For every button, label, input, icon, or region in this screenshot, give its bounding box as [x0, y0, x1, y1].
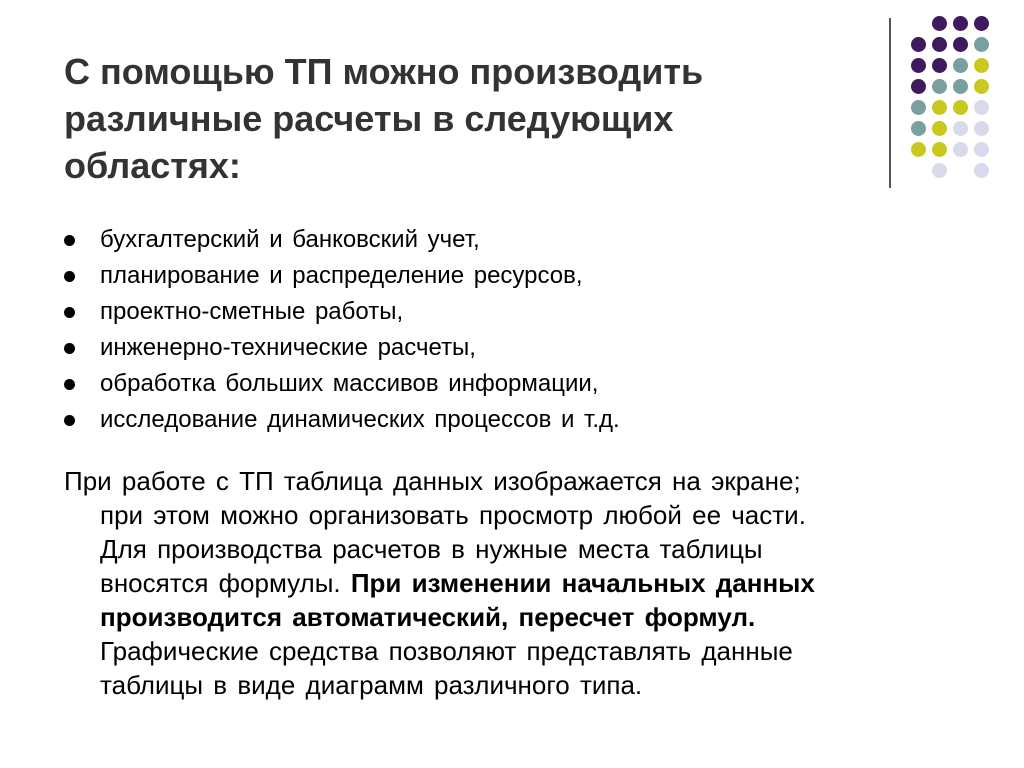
paragraph-text: вносятся формулы. — [100, 568, 351, 598]
title-line-3: областях: — [64, 145, 241, 186]
decor-dot-icon — [953, 37, 968, 52]
decor-dot-icon — [953, 100, 968, 115]
paragraph-bold-text: При изменении начальных данных — [350, 568, 815, 598]
bullet-dot-icon — [64, 235, 75, 246]
decor-dot-icon — [953, 16, 968, 31]
bullet-item — [64, 258, 964, 294]
decor-dot-icon — [974, 163, 989, 178]
decor-dot-icon — [911, 100, 926, 115]
decor-dot-icon — [911, 79, 926, 94]
decor-dot-icon — [932, 100, 947, 115]
decor-dot-icon — [932, 163, 947, 178]
bullet-item — [64, 222, 964, 258]
bullet-item — [64, 366, 964, 402]
bullet-text: проектно-сметные работы, — [100, 298, 404, 325]
decor-dot-icon — [974, 142, 989, 157]
paragraph-line-6: Графические средства позволяют представлять данные — [100, 636, 793, 666]
decor-dot-icon — [932, 37, 947, 52]
bullet-dot-icon — [64, 415, 75, 426]
decor-dot-icon — [932, 121, 947, 136]
bullet-text: инженерно-технические расчеты, — [100, 334, 476, 361]
decor-dot-icon — [911, 37, 926, 52]
decor-dot-icon — [932, 79, 947, 94]
paragraph-line-5: производится автоматический, пересчет формул. — [100, 602, 756, 632]
decor-dot-icon — [953, 79, 968, 94]
paragraph-line-7: таблицы в виде диаграмм различного типа. — [100, 670, 643, 700]
paragraph-line-2: при этом можно организовать просмотр любой ее части. — [100, 500, 806, 530]
decor-dot-icon — [911, 121, 926, 136]
decor-dot-icon — [932, 142, 947, 157]
paragraph-line-4 — [64, 566, 964, 600]
bullet-text: исследование динамических процессов и т.д. — [100, 406, 620, 433]
bullet-dot-icon — [64, 343, 75, 354]
decor-dot-icon — [974, 121, 989, 136]
title-line-1: С помощью ТП можно производить — [64, 51, 704, 92]
bullet-text: обработка больших массивов информации, — [100, 370, 599, 397]
decor-dot-icon — [974, 16, 989, 31]
decorative-dot-grid — [0, 0, 1024, 200]
bullet-text: бухгалтерский и банковский учет, — [100, 226, 480, 253]
body-paragraph — [64, 464, 964, 702]
bullet-list — [64, 222, 964, 438]
bullet-dot-icon — [64, 271, 75, 282]
decor-dot-icon — [932, 16, 947, 31]
decor-dot-icon — [953, 58, 968, 73]
paragraph-line-1: При работе с ТП таблица данных изображается на экране; — [64, 466, 801, 496]
decor-dot-icon — [974, 58, 989, 73]
decor-dot-icon — [911, 58, 926, 73]
decor-dot-icon — [974, 100, 989, 115]
bullet-dot-icon — [64, 379, 75, 390]
paragraph-line-3: Для производства расчетов в нужные места таблицы — [100, 534, 763, 564]
decor-dot-icon — [932, 58, 947, 73]
title-line-2: различные расчеты в следующих — [64, 98, 674, 139]
bullet-item — [64, 402, 964, 438]
bullet-item — [64, 294, 964, 330]
bullet-dot-icon — [64, 307, 75, 318]
decor-dot-icon — [911, 142, 926, 157]
decor-dot-icon — [953, 142, 968, 157]
decor-dot-icon — [953, 121, 968, 136]
bullet-text: планирование и распределение ресурсов, — [100, 262, 583, 289]
decor-dot-icon — [974, 37, 989, 52]
decor-dot-icon — [974, 79, 989, 94]
bullet-item — [64, 330, 964, 366]
